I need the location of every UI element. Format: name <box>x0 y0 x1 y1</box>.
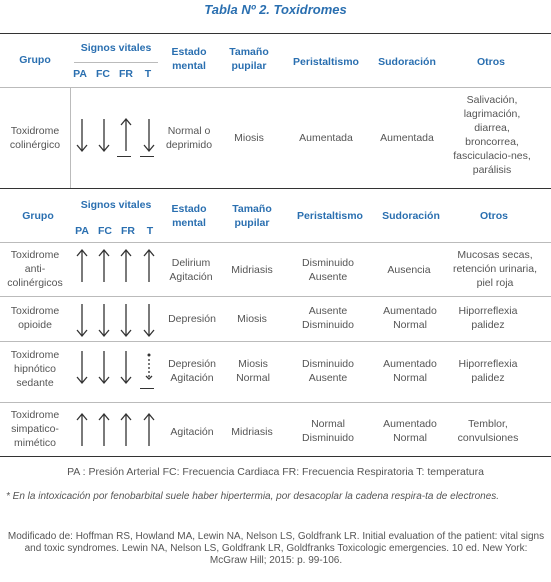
row5-estado: Agitación <box>170 426 214 438</box>
row2-sudoracion: Ausencia <box>387 264 431 276</box>
header-fr: FR <box>119 68 133 80</box>
header2-fc: FC <box>98 225 112 237</box>
header-grupo: Grupo <box>19 54 51 66</box>
header2-fr: FR <box>121 225 135 237</box>
row1-peristaltismo: Aumentada <box>299 132 353 144</box>
arrow-down-icon <box>76 349 88 391</box>
row3-tamano: Miosis <box>237 313 267 325</box>
top-rule <box>0 33 551 34</box>
row3-sudoracion: Aumentado Normal <box>383 305 437 331</box>
normal-range-bar <box>117 156 131 157</box>
row2-rule <box>0 296 551 297</box>
abbreviation-legend: PA : Presión Arterial FC: Frecuencia Cardiaca FR: Frecuencia Respiratoria T: temperatura <box>67 466 484 478</box>
row1-estado: Normal o deprimido <box>165 125 213 151</box>
row2-tamano: Midriasis <box>231 264 273 276</box>
header-sudoracion: Sudoración <box>378 56 436 68</box>
row5-otros: Temblor, convulsiones <box>457 418 519 444</box>
row2-estado: Delirium Agitación <box>169 257 213 283</box>
header2-tamano: Tamaño pupilar <box>232 203 272 229</box>
header-peristaltismo: Peristaltismo <box>293 56 359 68</box>
arrow-up-icon <box>143 412 155 454</box>
arrow-up-icon <box>98 412 110 454</box>
row2-peristaltismo: Disminuido Ausente <box>302 257 354 283</box>
header2-estado: Estado mental <box>171 203 207 229</box>
arrow-down-icon <box>98 349 110 391</box>
arrow-down-icon <box>98 117 110 159</box>
row1-otros: Salivación, lagrimación, diarrea, broncorrea, fasciculacio-nes, parálisis <box>453 94 531 176</box>
row3-grupo: Toxidrome opioide <box>10 305 60 331</box>
header-t: T <box>144 68 152 80</box>
row1-tamano: Miosis <box>234 132 264 144</box>
header-pa: PA <box>73 68 87 80</box>
row5-peristaltismo: Normal Disminuido <box>302 418 354 444</box>
row4-otros: Hiporreflexia palidez <box>458 358 518 384</box>
normal-range-bar <box>140 388 154 389</box>
arrow-up-icon <box>120 412 132 454</box>
header2-grupo: Grupo <box>22 210 54 222</box>
row4-tamano: Miosis Normal <box>236 358 270 384</box>
arrow-down-icon <box>98 302 110 344</box>
row5-grupo: Toxidrome simpatico-mimético <box>10 409 60 449</box>
arrow-up-icon <box>143 248 155 290</box>
header2-otros: Otros <box>479 210 508 222</box>
row1-grupo: Toxidrome colinérgico <box>9 125 61 151</box>
row1-separator <box>70 88 71 188</box>
row1-sudoracion: Aumentada <box>380 132 434 144</box>
source-citation: Modificado de: Hoffman RS, Howland MA, Lewin NA, Nelson LS, Goldfrank LR. Initial evaluation of the patient: vital signs and toxic syndromes. Lewin NA, Nelson LS, Goldfrank LR, Goldfranks Toxicologic emergencies. 10 ed. New York: McGraw Hill; 2015: p. 99-106. <box>7 531 545 566</box>
header-signos: Signos vitales <box>80 42 152 54</box>
arrow-down-icon <box>143 302 155 344</box>
row4-estado: Depresión Agitación <box>168 358 216 384</box>
row4-sudoracion: Aumentado Normal <box>383 358 437 384</box>
header-otros: Otros <box>476 56 505 68</box>
header-tamano: Tamaño pupilar <box>229 46 269 72</box>
row4-rule <box>0 402 551 403</box>
mid-rule <box>0 188 551 189</box>
row3-peristaltismo: Ausente Disminuido <box>302 305 354 331</box>
row5-tamano: Midriasis <box>231 426 273 438</box>
header-1-rule <box>0 87 551 88</box>
bottom-rule <box>0 456 551 457</box>
arrow-down-icon <box>120 349 132 391</box>
row5-sudoracion: Aumentado Normal <box>383 418 437 444</box>
footnote: * En la intoxicación por fenobarbital suele haber hipertermia, por desacoplar la cadena respira-ta de electrones. <box>6 491 500 502</box>
signos-rule <box>74 62 158 63</box>
arrow-down-icon <box>76 302 88 344</box>
arrow-up-icon <box>76 412 88 454</box>
header2-signos: Signos vitales <box>80 199 152 211</box>
header2-sudoracion: Sudoración <box>382 210 440 222</box>
arrow-down-icon <box>120 302 132 344</box>
table-title: Tabla Nº 2. Toxidromes <box>204 2 347 17</box>
row3-estado: Depresión <box>168 313 216 325</box>
arrow-up-icon <box>98 248 110 290</box>
header-estado: Estado mental <box>171 46 207 72</box>
normal-range-bar <box>140 156 154 157</box>
row4-grupo: Toxidrome hipnótico sedante <box>10 349 60 389</box>
row2-grupo: Toxidrome anti-colinérgicos <box>7 249 63 289</box>
row3-otros: Hiporreflexia palidez <box>458 305 518 331</box>
arrow-up-icon <box>120 117 132 159</box>
header2-t: T <box>146 225 154 237</box>
arrow-down-icon <box>143 349 155 391</box>
row4-peristaltismo: Disminuido Ausente <box>302 358 354 384</box>
header2-pa: PA <box>75 225 89 237</box>
header2-peristaltismo: Peristaltismo <box>297 210 363 222</box>
arrow-down-icon <box>76 117 88 159</box>
row2-otros: Mucosas secas, retención urinaria, piel roja <box>452 249 538 289</box>
arrow-down-icon <box>143 117 155 159</box>
header-fc: FC <box>96 68 110 80</box>
header-2-rule <box>0 242 551 243</box>
arrow-up-icon <box>120 248 132 290</box>
arrow-up-icon <box>76 248 88 290</box>
